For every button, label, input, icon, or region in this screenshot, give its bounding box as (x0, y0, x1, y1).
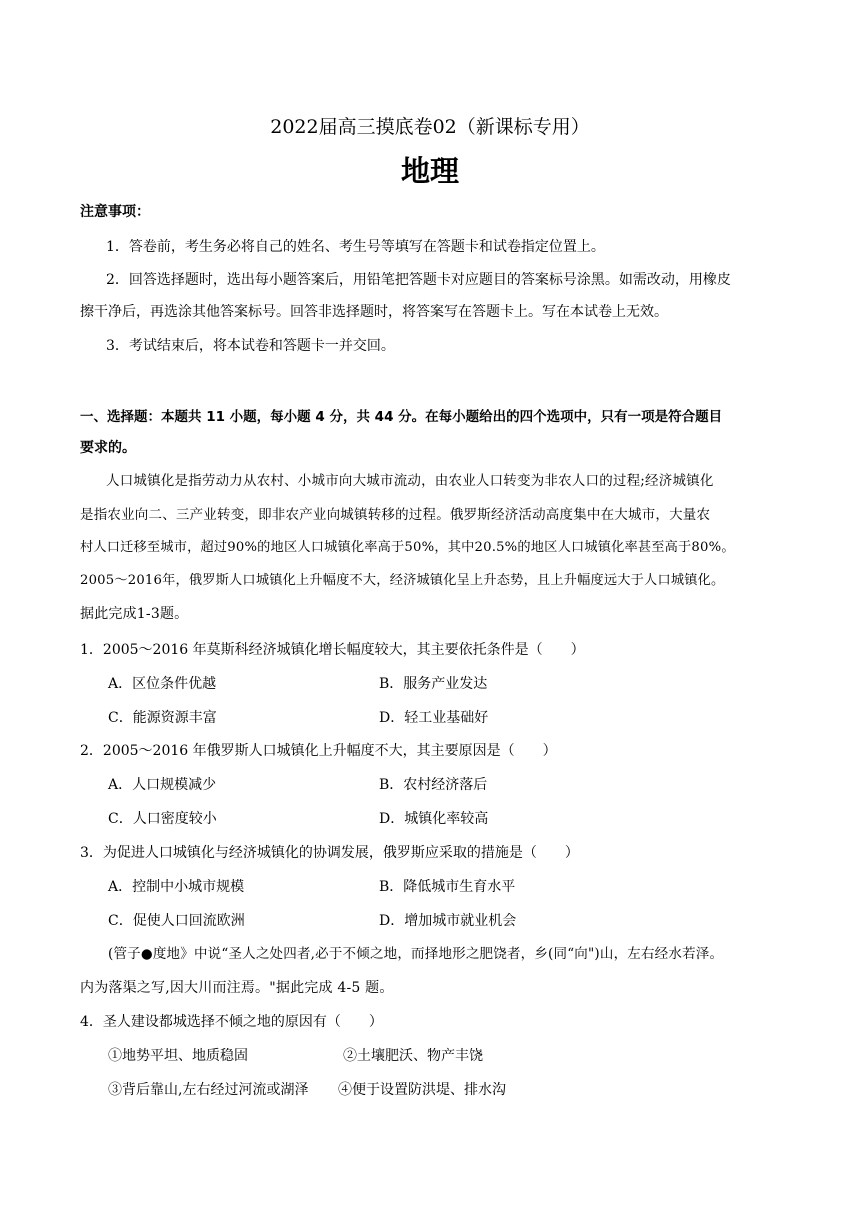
question-2-option-c: C．人口密度较小 (108, 811, 217, 827)
section-1-heading-line-2: 要求的。 (80, 440, 136, 456)
question-1-option-c: C．能源资源丰富 (108, 710, 217, 726)
question-4-option-3: ③背后靠山,左右经过河流或湖泽 (108, 1082, 309, 1098)
question-2-option-a: A．人口规模减少 (108, 777, 217, 793)
notice-item-2-line-2: 擦干净后，再选涂其他答案标号。回答非选择题时，将答案写在答题卡上。写在本试卷上无效。 (80, 304, 668, 320)
question-4-stem: 4．圣人建设都城选择不倾之地的原因有（ ） (80, 1014, 383, 1030)
question-4-option-1: ①地势平坦、地质稳固 (108, 1048, 248, 1064)
passage-1-line-4: 2005～2016年，俄罗斯人口城镇化上升幅度不大，经济城镇化呈上升态势，且上升幅度远大于人口城镇化。 (80, 573, 725, 588)
passage-1-line-2: 是指农业向二、三产业转变，即非农产业向城镇转移的过程。俄罗斯经济活动高度集中在大城市，大量农 (80, 507, 711, 523)
question-2-option-d: D．城镇化率较高 (379, 811, 489, 827)
passage-1-line-5: 据此完成1-3题。 (80, 606, 189, 622)
notice-item-1: 1．答卷前，考生务必将自己的姓名、考生号等填写在答题卡和试卷指定位置上。 (106, 239, 605, 255)
notice-item-3: 3．考试结束后，将本试卷和答题卡一并交回。 (106, 338, 395, 354)
question-3-option-a: A．控制中小城市规模 (108, 879, 245, 895)
question-2-option-b: B．农村经济落后 (379, 777, 488, 793)
question-4-option-4: ④便于设置防洪堤、排水沟 (338, 1082, 506, 1098)
question-3-stem: 3．为促进人口城镇化与经济城镇化的协调发展，俄罗斯应采取的措施是（ ） (80, 845, 579, 861)
question-3-option-d: D．增加城市就业机会 (379, 913, 517, 929)
question-3-option-c: C．促使人口回流欧洲 (108, 913, 245, 929)
subject-title: 地理 (400, 154, 459, 188)
passage-1-line-3: 村人口迁移至城市，超过90%的地区人口城镇化率高于50%，其中20.5%的地区人口城镇化率甚至高于80%。 (80, 540, 735, 555)
question-1-option-a: A．区位条件优越 (108, 676, 217, 692)
passage-1-line-1: 人口城镇化是指劳动力从农村、小城市向大城市流动，由农业人口转变为非农人口的过程;经济城镇化 (106, 473, 714, 489)
question-1-option-d: D．轻工业基础好 (379, 710, 489, 726)
passage-2-line-2: 内为落渠之写,因大川而注焉。"据此完成 4-5 题。 (80, 980, 394, 996)
exam-title: 2022届高三摸底卷02（新课标专用） (270, 116, 590, 138)
question-1-stem: 1．2005～2016 年莫斯科经济城镇化增长幅度较大，其主要依托条件是（ ） (80, 642, 585, 658)
question-2-stem: 2．2005～2016 年俄罗斯人口城镇化上升幅度不大，其主要原因是（ ） (80, 743, 557, 759)
section-1-heading-line-1: 一、选择题：本题共 11 小题，每小题 4 分，共 44 分。在每小题给出的四个选项中，只有一项是符合题目 (80, 409, 723, 425)
question-3-option-b: B．降低城市生育水平 (379, 879, 516, 895)
notice-heading: 注意事项： (80, 204, 150, 220)
passage-2-line-1: (管子●度地》中说“圣人之处四者,必于不倾之地，而择地形之肥饶者，乡(同“向")山，左右经水若泽。 (108, 946, 724, 962)
question-4-option-2: ②土壤肥沃、物产丰饶 (343, 1048, 483, 1064)
question-1-option-b: B．服务产业发达 (379, 676, 488, 692)
notice-item-2-line-1: 2．回答选择题时，选出每小题答案后，用铅笔把答题卡对应题目的答案标号涂黑。如需改动，用橡皮 (106, 272, 731, 288)
